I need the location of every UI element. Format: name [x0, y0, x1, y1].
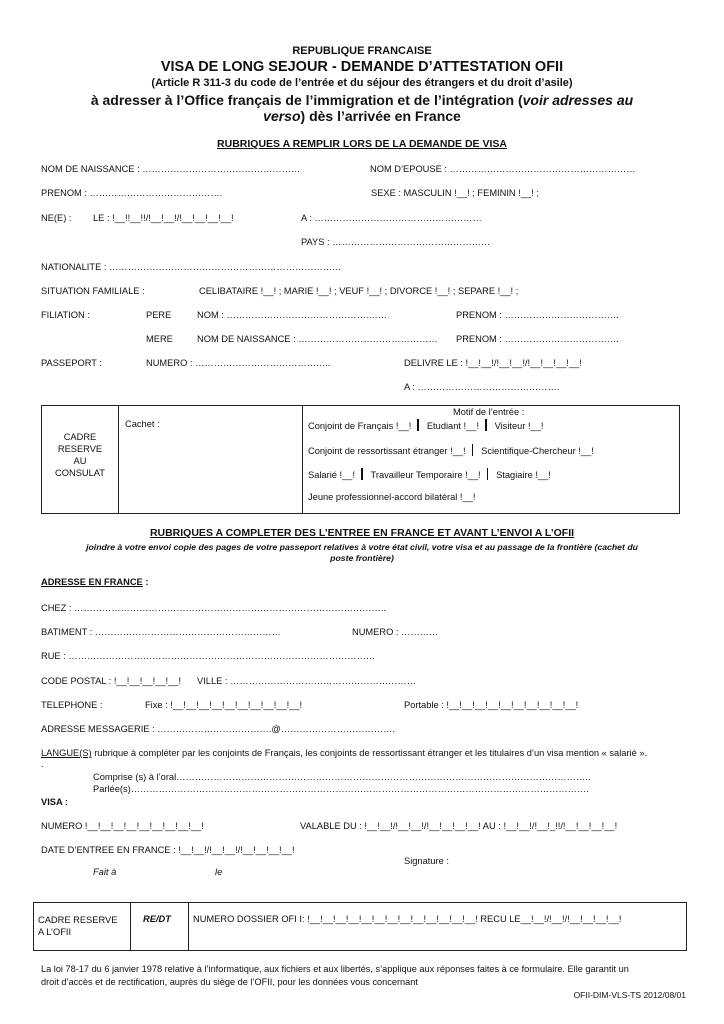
birth-date-field[interactable]: LE : !__!!__!!/!__!__!/!__!__!__!__!	[93, 213, 234, 223]
separator	[361, 468, 363, 480]
ofii-cadre-line1: CADRE RESERVE	[38, 915, 118, 925]
numero-rue-field[interactable]: NUMERO : …………	[352, 627, 439, 637]
address-instruction-line2	[0, 108, 724, 124]
passeport-label: PASSEPORT :	[41, 358, 102, 368]
telephone-fixe-field[interactable]: Fixe : !__!__!__!__!__!__!__!__!__!__!	[145, 700, 303, 710]
motif-salarie[interactable]: Salarié !__!	[308, 470, 356, 480]
langue-instruction-text: rubrique à compléter par les conjoints de Français, les conjoints de ressortissant étranger et les titulaires d’un visa mention « salarié ».	[91, 748, 648, 758]
rue-field[interactable]: RUE : ………………………………………………………………………………………	[41, 651, 376, 661]
signature-label: Signature :	[404, 856, 449, 866]
section1-heading: RUBRIQUES A REMPLIR LORS DE LA DEMANDE DE VISA	[217, 138, 507, 150]
adresse-title-text: ADRESSE EN FRANCE	[41, 577, 143, 587]
langue-label: LANGUE(S)	[41, 748, 92, 758]
consulat-cadre-label	[42, 431, 118, 479]
consulat-divider-2	[302, 405, 303, 513]
motif-stagiaire[interactable]: Stagiaire !__!	[496, 470, 551, 480]
motif-etudiant[interactable]: Etudiant !__!	[426, 421, 480, 431]
address-instruction-italic: voir adresses au	[522, 92, 634, 108]
cachet-label: Cachet :	[125, 419, 160, 429]
ofii-cadre-label	[38, 914, 117, 938]
messagerie-field[interactable]: ADRESSE MESSAGERIE : ……………………………….@……………………………….	[41, 724, 395, 734]
cadre-line: CONSULAT	[55, 468, 105, 478]
cadre-line: AU	[73, 456, 87, 466]
passeport-delivre-le-field[interactable]: DELIVRE LE : !__!__!/!__!__!/!__!__!__!__!	[404, 358, 582, 368]
passeport-numero-field[interactable]: NUMERO : ……………………………………..	[146, 358, 331, 368]
motif-row-1	[308, 419, 544, 431]
separator	[472, 444, 474, 456]
republic-title: REPUBLIQUE FRANCAISE	[292, 45, 432, 57]
date-entree-field[interactable]: DATE D’ENTREE EN FRANCE : !__!__!/!__!__!/!__!__!__!__!	[41, 845, 295, 855]
address-instruction-part2: ) dès l’arrivée en France	[300, 108, 461, 124]
birth-place-field[interactable]: A : ………………………………………………	[301, 213, 482, 223]
nationalite-field[interactable]: NATIONALITE : …………………………………………………………………	[41, 262, 342, 272]
ofii-divider-2	[188, 902, 189, 950]
mere-label: MERE	[146, 334, 173, 344]
motif-row-3	[308, 468, 551, 480]
motif-scientifique[interactable]: Scientifique-Chercheur !__!	[481, 446, 594, 456]
visa-numero-field[interactable]: NUMERO !__!__!__!__!__!__!__!__!__!	[41, 821, 204, 831]
cadre-line: CADRE	[63, 432, 97, 442]
separator	[417, 419, 419, 431]
section2-heading: RUBRIQUES A COMPLETER DES L’ENTREE EN FRANCE ET AVANT L’ENVOI A L’OFII	[149, 527, 575, 539]
motif-conjoint-etranger[interactable]: Conjoint de ressortissant étranger !__!	[308, 446, 466, 456]
address-instruction-line1	[0, 92, 724, 108]
ofii-dossier-field: NUMERO DOSSIER OFI I: !__!__!__!__!__!__!__!__!__!__!__!__!__! RECU LE__!__!/!__!/!__!__!__!__!	[193, 914, 622, 924]
privacy-notice-line2: droit d’accès et de rectification, auprès du siège de l’OFII, pour les données vous concernant	[41, 977, 418, 987]
ofii-frame	[33, 902, 687, 951]
ville-field[interactable]: VILLE : ……………………………………………………	[197, 676, 417, 686]
address-instruction-part: à adresser à l’Office français de l’immigration et de l’intégration (	[90, 92, 523, 108]
passeport-delivre-a-field[interactable]: A : ……………………………………….	[404, 382, 560, 392]
chez-field[interactable]: CHEZ : ………………………………………………………………………………………..	[41, 603, 387, 613]
situation-options[interactable]: CELIBATAIRE !__! ; MARIE !__! ; VEUF !__! ; DIVORCE !__! ; SEPARE !__! ;	[199, 286, 519, 296]
article-reference: (Article R 311-3 du code de l’entrée et du séjour des étrangers et du droit d’asile)	[151, 77, 573, 89]
ofii-divider-1	[130, 902, 131, 950]
filiation-label: FILIATION :	[41, 310, 90, 320]
pere-nom-field[interactable]: NOM : ……………………………………….……	[197, 310, 388, 320]
langue-dot: .	[41, 759, 44, 769]
birth-country-field[interactable]: PAYS : ……………………………………………	[301, 237, 491, 247]
section2-subheading-line1: joindre à votre envoi copie des pages de votre passeport relatives à votre état civil, votre visa et au passage de la frontière (cachet du	[86, 542, 638, 552]
nom-naissance-field[interactable]: NOM DE NAISSANCE : ……………………………………………	[41, 164, 301, 174]
langue-comprise-field[interactable]: Comprise (s) à l’oral……………………………………………………………………………………………………………………..	[93, 772, 591, 782]
telephone-portable-field[interactable]: Portable : !__!__!__!__!__!__!__!__!__!__!	[404, 700, 579, 710]
section2-subheading-line2: poste frontière)	[330, 553, 394, 563]
visa-label: VISA :	[41, 797, 69, 807]
motif-label: Motif de l’entrée :	[453, 407, 525, 417]
le-label: le	[215, 867, 223, 877]
ne-label: NE(E) :	[41, 213, 72, 223]
mere-nom-field[interactable]: NOM DE NAISSANCE : ………………………………………	[197, 334, 438, 344]
separator	[487, 468, 489, 480]
nom-epouse-field[interactable]: NOM D’EPOUSE : ……………………………………………………	[370, 164, 636, 174]
motif-row-2	[308, 444, 594, 456]
form-code: OFII-DIM-VLS-TS 2012/08/01	[573, 990, 686, 1000]
ofii-redt-label: RE/DT	[143, 914, 171, 924]
adresse-title-colon: :	[142, 577, 149, 587]
motif-conjoint-francais[interactable]: Conjoint de Français !__!	[308, 421, 412, 431]
motif-visiteur[interactable]: Visiteur !__!	[494, 421, 544, 431]
visa-validity-field[interactable]: VALABLE DU : !__!__!/!__!__!/!__!__!__!__! AU : !__!__!/!__!_!!/!__!__!__!__!	[300, 821, 618, 831]
telephone-label: TELEPHONE :	[41, 700, 103, 710]
motif-travailleur-temporaire[interactable]: Travailleur Temporaire !__!	[370, 470, 481, 480]
address-instruction-italic2: verso	[263, 108, 301, 124]
consulat-divider-1	[118, 405, 119, 513]
batiment-field[interactable]: BATIMENT : ……………………………………………………	[41, 627, 281, 637]
motif-jeune-professionnel[interactable]: Jeune professionnel-accord bilatéral !__!	[308, 492, 476, 502]
langue-instruction	[41, 748, 647, 758]
code-postal-field[interactable]: CODE POSTAL : !__!__!__!__!__!	[41, 676, 182, 686]
adresse-france-title	[41, 577, 148, 587]
fait-a-label: Fait à	[93, 867, 117, 877]
langue-parlee-field[interactable]: Parlée(s)………………………………………………………………………………………………………………………………….	[93, 784, 589, 794]
mere-prenom-field[interactable]: PRENOM : ……………………………….	[456, 334, 619, 344]
pere-label: PERE	[146, 310, 172, 320]
prenom-field[interactable]: PRENOM : …………………………………….	[41, 188, 223, 198]
form-title: VISA DE LONG SEJOUR - DEMANDE D’ATTESTATION OFII	[160, 59, 564, 75]
situation-label: SITUATION FAMILIALE :	[41, 286, 145, 296]
separator	[485, 419, 487, 431]
privacy-notice-line1: La loi 78-17 du 6 janvier 1978 relative à l’informatique, aux fichiers et aux libertés, s’applique aux réponses faites à ce formulaire. Elle garantit un	[41, 964, 629, 974]
ofii-cadre-line2: A L’OFII	[38, 927, 72, 937]
pere-prenom-field[interactable]: PRENOM : ……………………………….	[456, 310, 619, 320]
sexe-field[interactable]: SEXE : MASCULIN !__! ; FEMININ !__! ;	[371, 188, 539, 198]
cadre-line: RESERVE	[57, 444, 103, 454]
